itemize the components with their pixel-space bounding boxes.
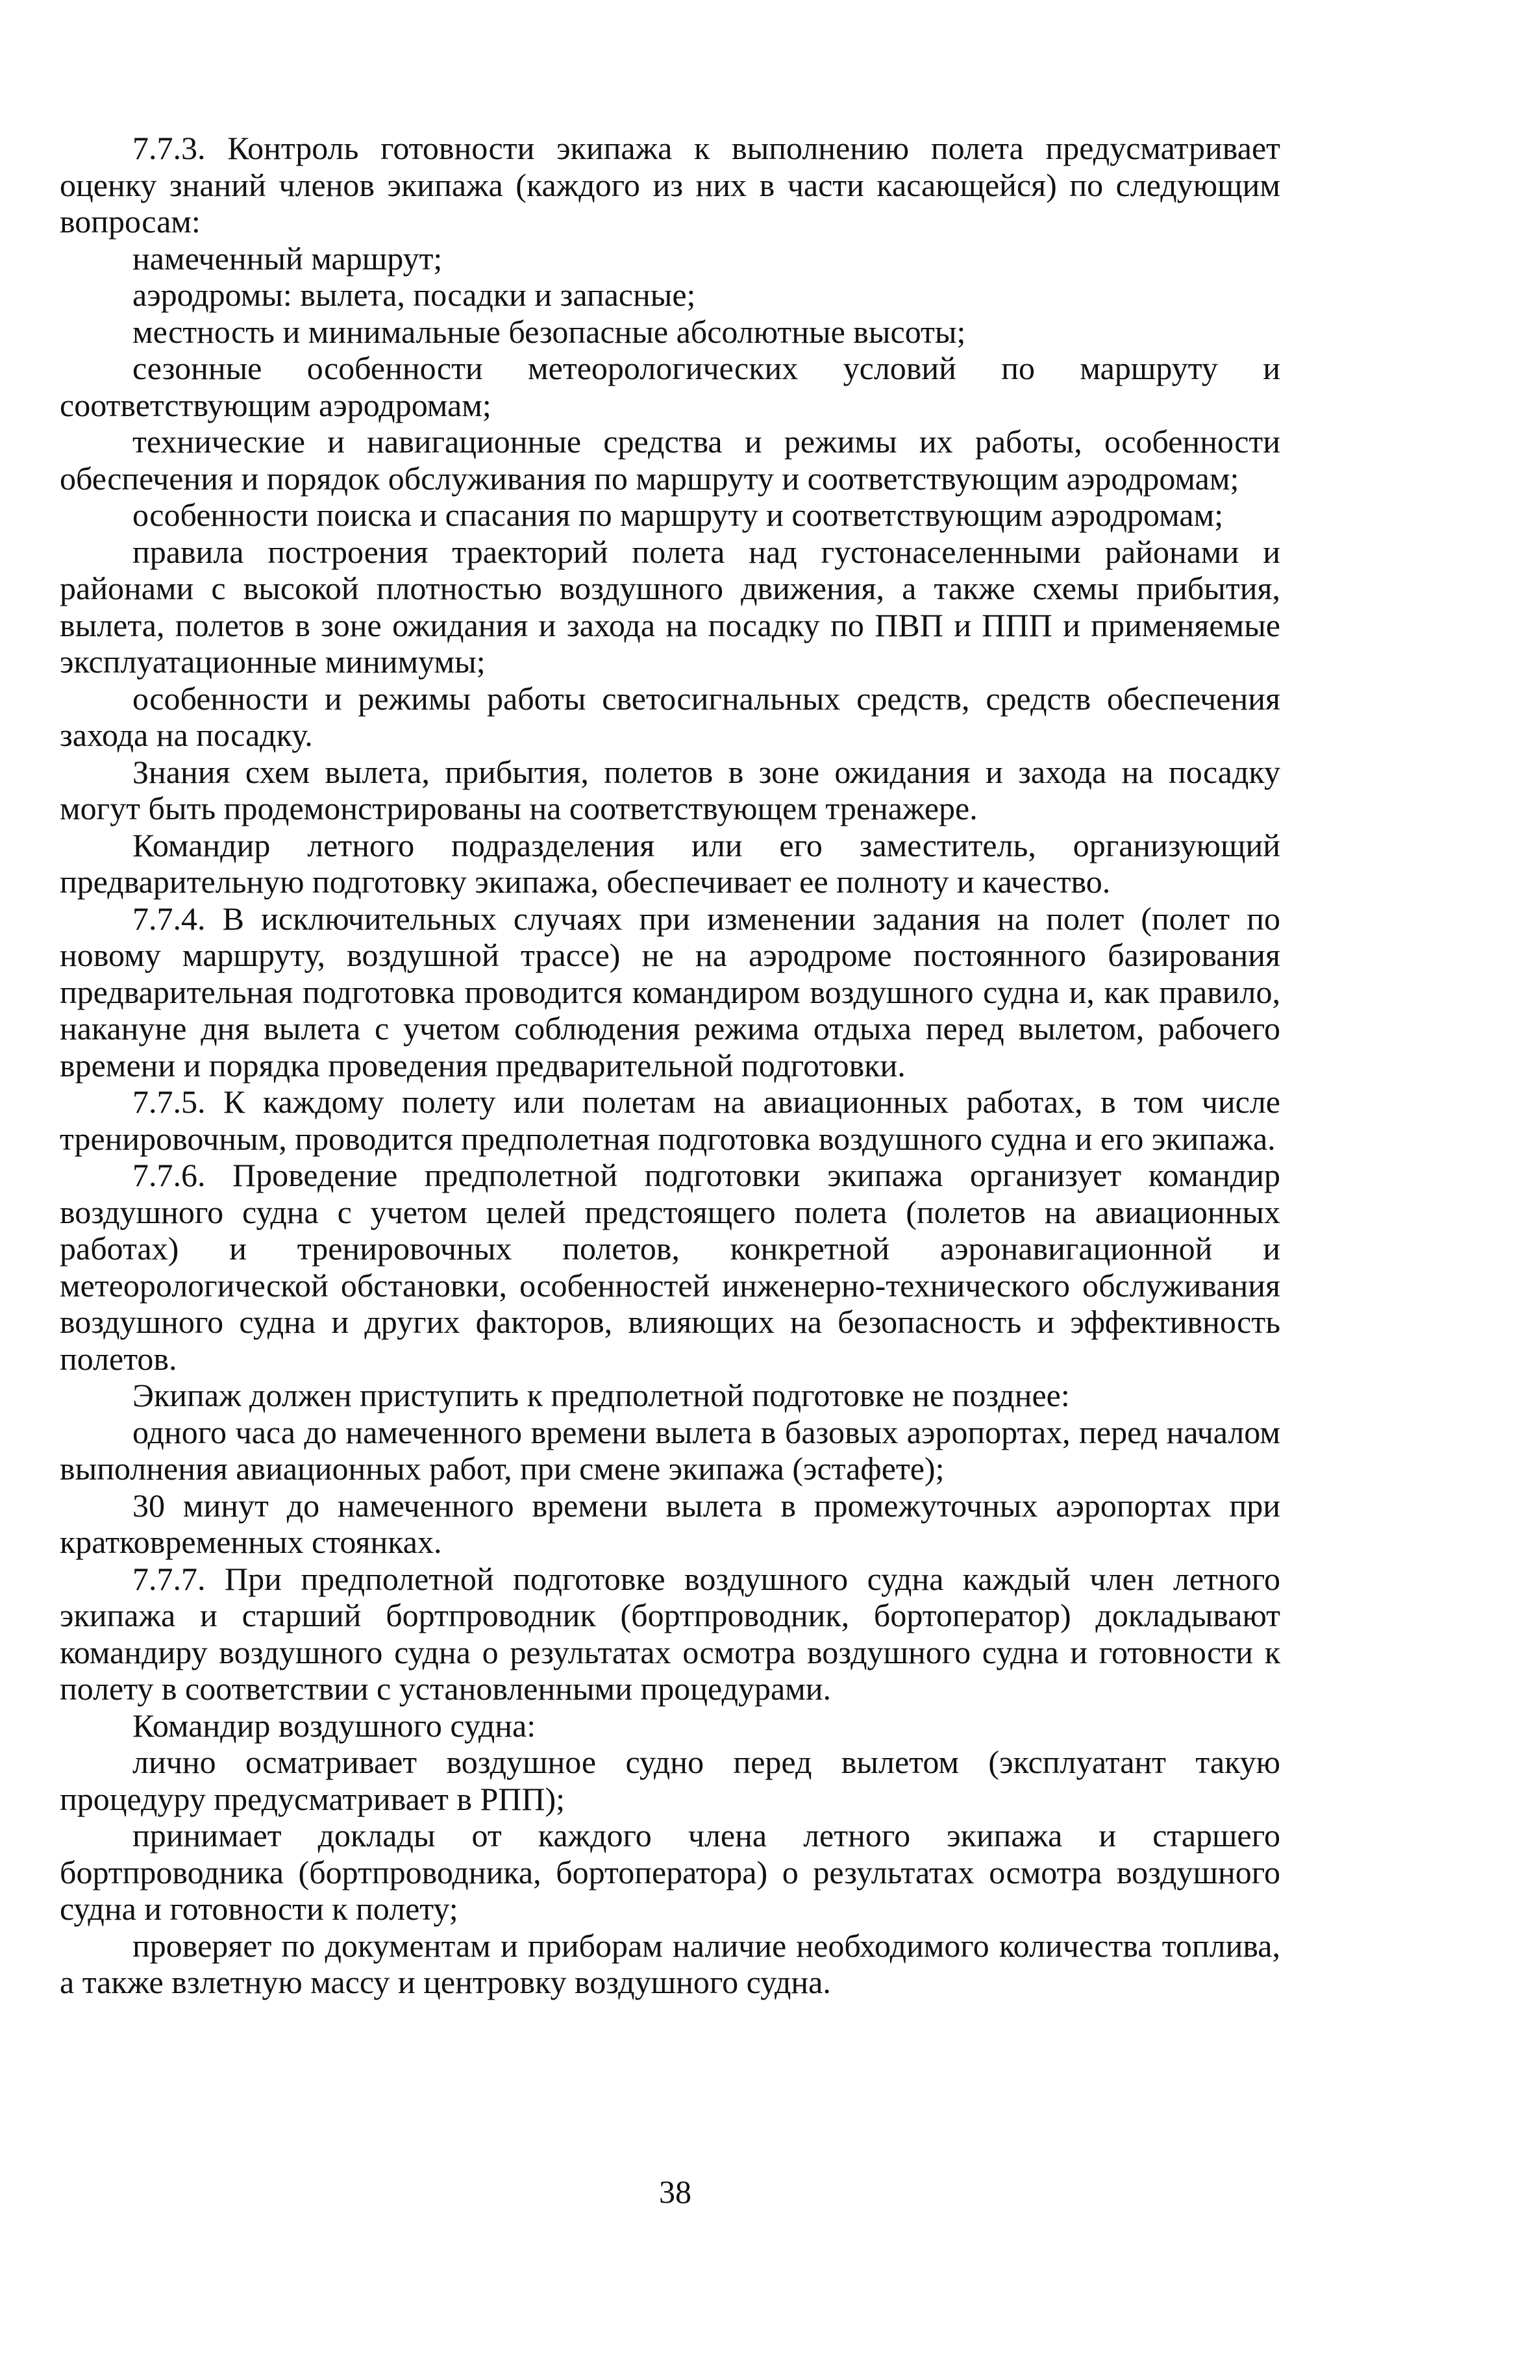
list-item-aerodromes: аэродромы: вылета, посадки и запасные; [132,277,696,313]
list-item-one-hour: одного часа до намеченного времени вылета в базовых аэропортах, перед началом выполнения авиационных работ, при смене экипажа (эстафете); [60,1413,1280,1487]
list-item-nav-aids: технические и навигационные средства и режимы их работы, особенности обеспечения и порядок обслуживания по маршруту и соответствующим аэродромам; [60,423,1280,497]
list-item-lighting: особенности и режимы работы светосигнальных средств, средств обеспечения захода на посадку. [60,680,1280,753]
page-number: 38 [659,2174,691,2210]
paragraph-7-7-6: 7.7.6. Проведение предполетной подготовки экипажа организует командир воздушного судна с учетом целей предстоящего полета (полетов на авиационных работах) и тренировочных полетов, конкретной аэронавигационной и метеорологической обстановки, особенностей инженерно-технического обслуживания воздушного судна и других факторов, влияющих на безопасность и эффективность полетов. [60,1157,1280,1377]
list-item-terrain: местность и минимальные безопасные абсолютные высоты; [132,313,966,350]
paragraph-7-7-7: 7.7.7. При предполетной подготовке воздушного судна каждый член летного экипажа и старший бортпроводник (бортпроводник, бортоператор) докладывают командиру воздушного судна о результатах осмотра воздушного судна и готовности к полету в соответствии с установленными процедурами. [60,1560,1280,1707]
list-item-seasonal-weather: сезонные особенности метеорологических условий по маршруту и соответствующим аэродромам; [60,350,1280,423]
list-item-inspects: лично осматривает воздушное судно перед вылетом (эксплуатант такую процедуру предусматривает в РПП); [60,1744,1280,1817]
paragraph-crew-start: Экипаж должен приступить к предполетной подготовке не позднее: [132,1377,1070,1413]
list-item-30-minutes: 30 минут до намеченного времени вылета в промежуточных аэропортах при кратковременных стоянках. [60,1487,1280,1560]
list-item-search-rescue: особенности поиска и спасания по маршруту и соответствующим аэродромам; [132,497,1224,533]
list-item-route: намеченный маршрут; [132,240,443,277]
paragraph-unit-commander: Командир летного подразделения или его заместитель, организующий предварительную подготовку экипажа, обеспечивает ее полноту и качество. [60,826,1280,900]
paragraph-7-7-4: 7.7.4. В исключительных случаях при изменении задания на полет (полет по новому маршруту, воздушной трассе) не на аэродроме постоянного базирования предварительная подготовка проводится командиром воздушного судна и, как правило, накануне дня вылета с учетом соблюдения режима отдыха перед вылетом, рабочего времени и порядка проведения предварительной подготовки. [60,900,1280,1084]
paragraph-simulator: Знания схем вылета, прибытия, полетов в зоне ожидания и захода на посадку могут быть продемонстрированы на соответствующем тренажере. [60,753,1280,826]
paragraph-7-7-3: 7.7.3. Контроль готовности экипажа к выполнению полета предусматривает оценку знаний членов экипажа (каждого из них в части касающейся) по следующим вопросам: [60,130,1280,240]
document-body [60,130,1280,2001]
list-item-receives-reports: принимает доклады от каждого члена летного экипажа и старшего бортпроводника (бортпроводника, бортоператора) о результатах осмотра воздушного судна и готовности к полету; [60,1817,1280,1927]
paragraph-7-7-5: 7.7.5. К каждому полету или полетам на авиационных работах, в том числе тренировочным, проводится предполетная подготовка воздушного судна и его экипажа. [60,1084,1280,1157]
list-item-flight-paths: правила построения траекторий полета над густонаселенными районами и районами с высокой плотностью воздушного движения, а также схемы прибытия, вылета, полетов в зоне ожидания и захода на посадку по ПВП и ППП и применяемые эксплуатационные минимумы; [60,533,1280,680]
paragraph-captain: Командир воздушного судна: [132,1707,536,1744]
list-item-checks-fuel: проверяет по документам и приборам наличие необходимого количества топлива, а также взлетную массу и центровку воздушного судна. [60,1927,1280,2000]
